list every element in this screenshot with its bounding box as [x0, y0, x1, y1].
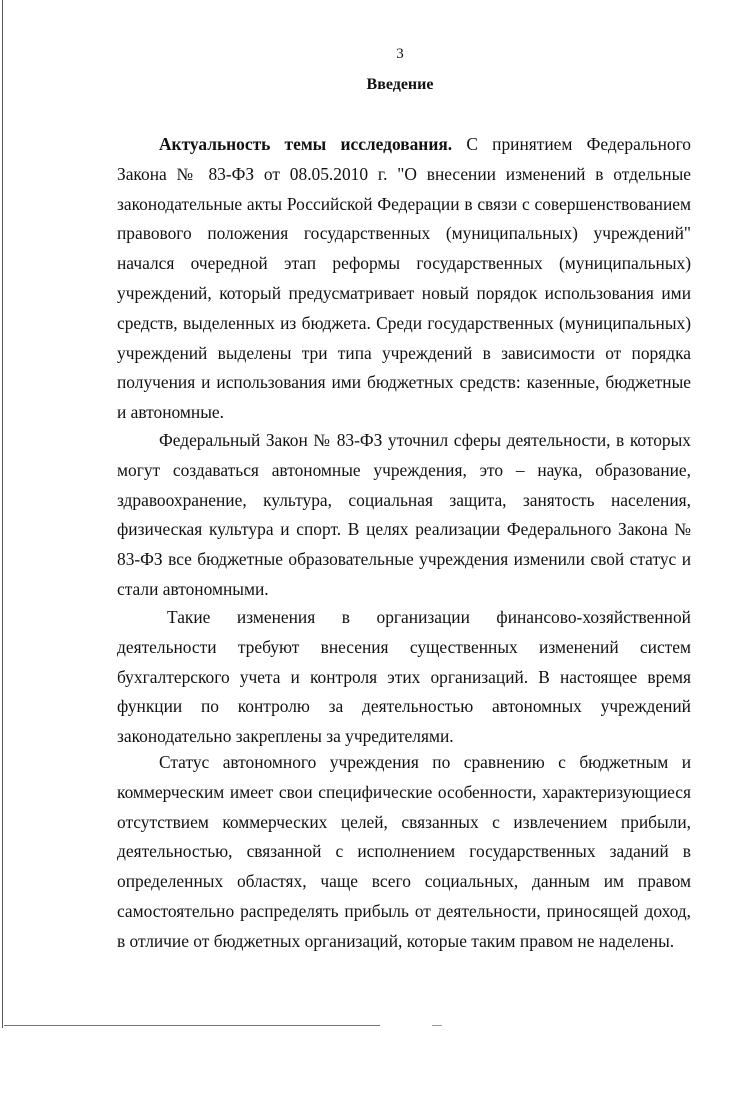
- paragraph-lead-bold: Актуальность темы исследования.: [159, 134, 453, 154]
- paragraph-status: Статус автономного учреждения по сравнению с бюджетным и коммерческим имеет свои специфические особенности, характеризующиеся отсутствием коммерческих целей, связанных с извлечением прибыли, деятельностью, связанной с исполнением государственных заданий в определенных областях, чаще всего социальных, данным им правом самостоятельно распределять прибыль от деятельности, приносящей доход, в отличие от бюджетных организаций, которые таким правом не наделены.: [117, 752, 691, 951]
- paragraph-changes: Такие изменения в организации финансово-хозяйственной деятельности требуют внесения существенных изменений систем бухгалтерского учета и контроля этих организаций. В настоящее время функции по контролю за деятельностью автономных учреждений законодательно закреплены за учредителями.: [117, 607, 691, 747]
- scan-bottom-mark: [432, 1025, 442, 1026]
- scan-left-border-line: [2, 0, 3, 1028]
- scan-bottom-line: [4, 1025, 380, 1026]
- paragraph-relevance: [117, 130, 691, 428]
- section-heading: Введение: [366, 76, 434, 93]
- paragraph-text: С принятием Федерального Закона № 83-ФЗ от 08.05.2010 г. "О внесении изменений в отдельные законодательные акты Российской Федерации в связи с совершенствованием правового положения государственных (муниципальных) учреждений" начался очередной этап реформы государственных (муниципальных) учреждений, который предусматривает новый порядок использования ими средств, выделенных из бюджета. Среди государственных (муниципальных) учреждений выделены три типа учреждений в зависимости от порядка получения и использования ими бюджетных средств: казенные, бюджетные и автономные.: [117, 134, 691, 423]
- page-number: 3: [396, 46, 404, 62]
- paragraph-scope: Федеральный Закон № 83-ФЗ уточнил сферы деятельности, в которых могут создаваться автономные учреждения, это – наука, образование, здравоохранение, культура, социальная защита, занятость населения, физическая культура и спорт. В целях реализации Федерального Закона № 83-ФЗ все бюджетные образовательные учреждения изменили свой статус и стали автономными.: [117, 430, 691, 599]
